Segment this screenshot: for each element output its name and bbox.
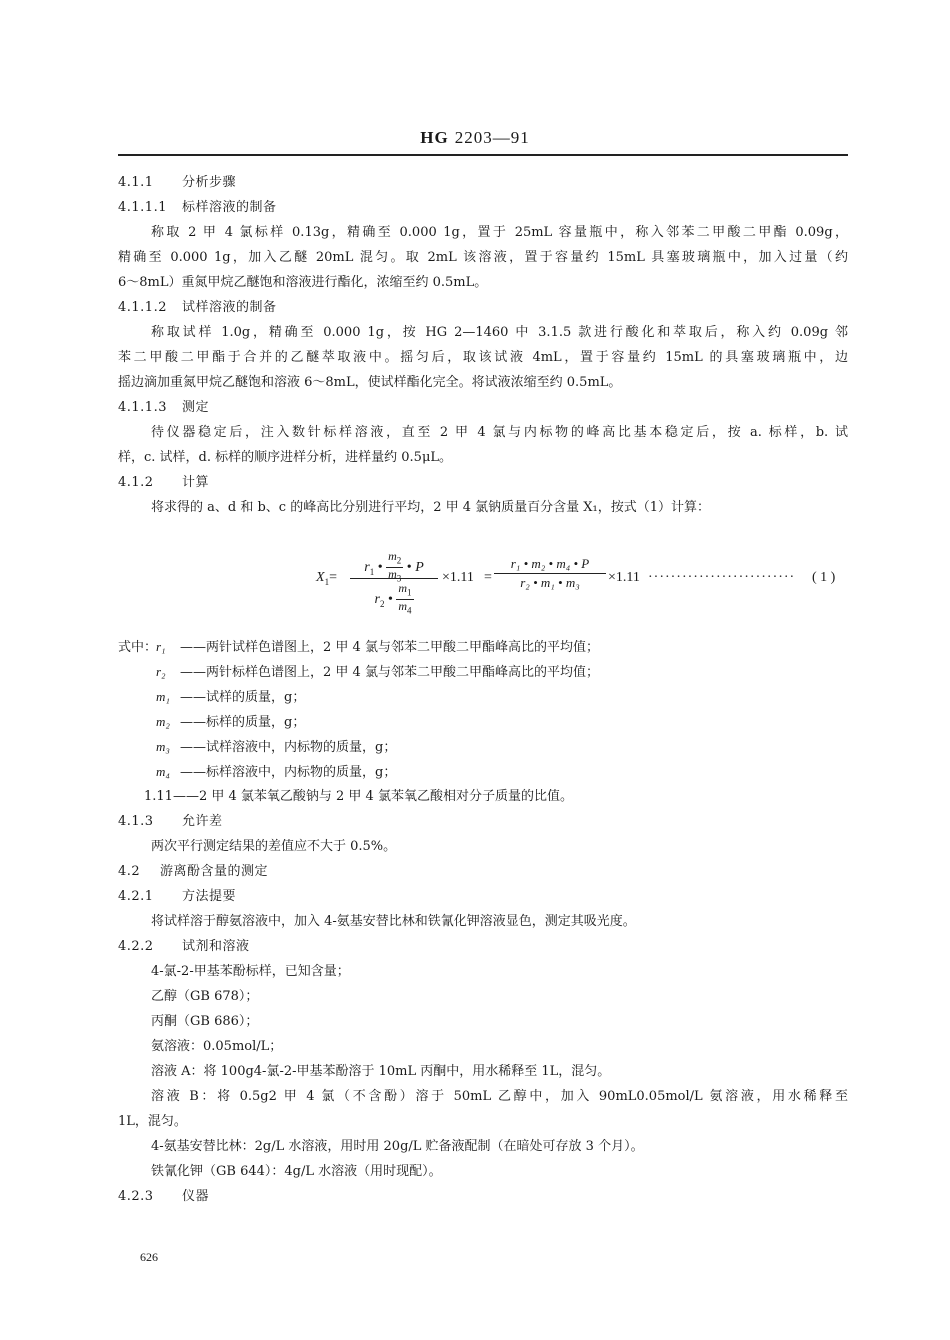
- section-title: 标样溶液的制备: [182, 200, 277, 215]
- paragraph-line: 将试样溶于醇氨溶液中，加入 4-氨基安替比林和铁氰化钾溶液显色，测定其吸光度。: [151, 914, 636, 929]
- section-heading: [118, 934, 848, 959]
- where-line: 式中：r₁ ——两针试样色谱图上，2 甲 4 氯与邻苯二甲酸二甲酯峰高比的平均值；: [118, 634, 848, 659]
- section-title: 分析步骤: [182, 175, 237, 190]
- paragraph-line: 称取 2 甲 4 氯标样 0.13g，精确至 0.000 1g，置于 25mL 容量瓶中，称入邻苯二甲酸二甲酯 0.09g，: [151, 225, 848, 240]
- section-title: 试剂和溶液: [182, 939, 250, 954]
- formula-factor: ×1.11: [442, 570, 474, 585]
- where-label: 式中：: [118, 640, 158, 655]
- paragraph-line: 样，c. 试样，d. 标样的顺序进样分析，进样量约 0.5μL。: [118, 450, 453, 465]
- formula-lhs: $X_1=$: [316, 570, 337, 587]
- page-header: [0, 128, 950, 148]
- section-title: 试样溶液的制备: [182, 300, 277, 315]
- section-number: 4.1.2: [118, 475, 154, 490]
- paragraph-line: 6～8mL）重氮甲烷乙醚饱和溶液进行酯化，浓缩至约 0.5mL。: [118, 275, 488, 290]
- paragraph-line: 两次平行测定结果的差值应不大于 0.5%。: [151, 839, 397, 854]
- section-heading: [118, 859, 848, 884]
- paragraph-line: 称取试样 1.0g，精确至 0.000 1g，按 HG 2—1460 中 3.1.5 款进行酸化和萃取后，称入约 0.09g 邻: [151, 325, 848, 340]
- section-heading: [118, 884, 848, 909]
- formula-simple-fraction: r₁ • m₂ • m₄ • P r₂ • m₁ • m₃: [494, 556, 606, 591]
- paragraph-line: 精确至 0.000 1g，加入乙醚 20mL 混匀。取 2mL 该溶液，置于容量约 15mL 具塞玻璃瓶中，加入过量（约: [118, 250, 848, 265]
- paragraph-line: 乙醇（GB 678）；: [151, 989, 259, 1004]
- paragraph-line: 将求得的 a、d 和 b、c 的峰高比分别进行平均，2 甲 4 氯钠质量百分含量 X₁，按式（1）计算：: [151, 500, 711, 515]
- section-heading: [118, 809, 848, 834]
- standard-number: 2203—91: [454, 128, 530, 147]
- where-line: m₁ ——试样的质量，g；: [156, 689, 306, 705]
- section-number: 4.1.1: [118, 175, 154, 190]
- where-line: m₄ ——标样溶液中，内标物的质量，g；: [156, 764, 397, 780]
- section-title: 游离酚含量的测定: [160, 864, 269, 879]
- where-line: r₂ ——两针标样色谱图上，2 甲 4 氯与邻苯二甲酸二甲酯峰高比的平均值；: [156, 664, 599, 680]
- formula-complex-fraction: $r_1$ • $\frac{m_2}{m_3}$ • P $r_2$ • $\frac{m_1}{m_4}$: [350, 538, 438, 620]
- standard-code: HG: [420, 128, 449, 147]
- ratio-definition: 1.11——2 甲 4 氯苯氧乙酸钠与 2 甲 4 氯苯氧乙酸相对分子质量的比值。: [144, 789, 573, 804]
- section-title: 测定: [182, 400, 210, 415]
- variable-definitions: [118, 634, 848, 809]
- section-number: 4.1.1.3: [118, 400, 167, 415]
- where-line: m₂ ——标样的质量，g；: [156, 714, 306, 730]
- section-heading: [118, 195, 848, 220]
- page-number: 626: [140, 1250, 158, 1264]
- text-block-1: [118, 170, 848, 520]
- paragraph-line: 溶液 B：将 0.5g2 甲 4 氯（不含酚）溶于 50mL 乙醇中，加入 90mL0.05mol/L 氨溶液，用水稀释至: [151, 1089, 848, 1104]
- paragraph-line: 溶液 A：将 100g4-氯-2-甲基苯酚溶于 10mL 丙酮中，用水稀释至 1L，混匀。: [151, 1064, 611, 1079]
- section-heading: [118, 470, 848, 495]
- text-block-2: [118, 809, 848, 1209]
- section-heading: [118, 395, 848, 420]
- paragraph-line: 4-氯-2-甲基苯酚标样，已知含量；: [151, 964, 350, 979]
- header-rule: [118, 154, 848, 156]
- paragraph-line: 1L，混匀。: [118, 1114, 187, 1129]
- formula-leader-dots: ··························: [648, 570, 796, 585]
- paragraph-line: 铁氰化钾（GB 644）：4g/L 水溶液（用时现配）。: [151, 1164, 442, 1179]
- section-number: 4.1.3: [118, 814, 154, 829]
- section-title: 方法提要: [182, 889, 237, 904]
- paragraph-line: 丙酮（GB 686）；: [151, 1014, 259, 1029]
- equation-number: ( 1 ): [812, 570, 836, 585]
- where-line: m₃ ——试样溶液中，内标物的质量，g；: [156, 739, 397, 755]
- section-number: 4.2.1: [118, 889, 154, 904]
- section-number: 4.2.2: [118, 939, 154, 954]
- section-number: 4.1.1.1: [118, 200, 167, 215]
- formula-1: $X_1=$ $r_1$ • $\frac{m_2}{m_3}$ • P $r_2$ • $\frac{m_1}{m_4}$ ×1.11 = r₁ • m₂ • m₄ • P r₂ • m₁ • m₃ ×1.11 ·························· ( 1 ): [118, 528, 848, 634]
- paragraph-line: 氨溶液：0.05mol/L；: [151, 1039, 283, 1054]
- section-number: 4.1.1.2: [118, 300, 167, 315]
- paragraph-line: 苯二甲酸二甲酯于合并的乙醚萃取液中。摇匀后，取该试液 4mL，置于容量约 15mL 的具塞玻璃瓶中，边: [118, 350, 848, 365]
- section-number: 4.2: [118, 864, 141, 879]
- section-heading: [118, 295, 848, 320]
- paragraph-line: 4-氨基安替比林：2g/L 水溶液，用时用 20g/L 贮备液配制（在暗处可存放 3 个月）。: [151, 1139, 644, 1154]
- document-body: [118, 170, 848, 1209]
- paragraph-line: 摇边滴加重氮甲烷乙醚饱和溶液 6～8mL，使试样酯化完全。将试液浓缩至约 0.5mL。: [118, 375, 622, 390]
- section-title: 仪器: [182, 1189, 210, 1204]
- section-title: 允许差: [182, 814, 223, 829]
- section-title: 计算: [182, 475, 210, 490]
- paragraph-line: 待仪器稳定后，注入数针标样溶液，直至 2 甲 4 氯与内标物的峰高比基本稳定后，按 a. 标样，b. 试: [151, 425, 848, 440]
- section-heading: [118, 1184, 848, 1209]
- section-number: 4.2.3: [118, 1189, 154, 1204]
- formula-factor-2: ×1.11: [608, 570, 640, 585]
- section-heading: [118, 170, 848, 195]
